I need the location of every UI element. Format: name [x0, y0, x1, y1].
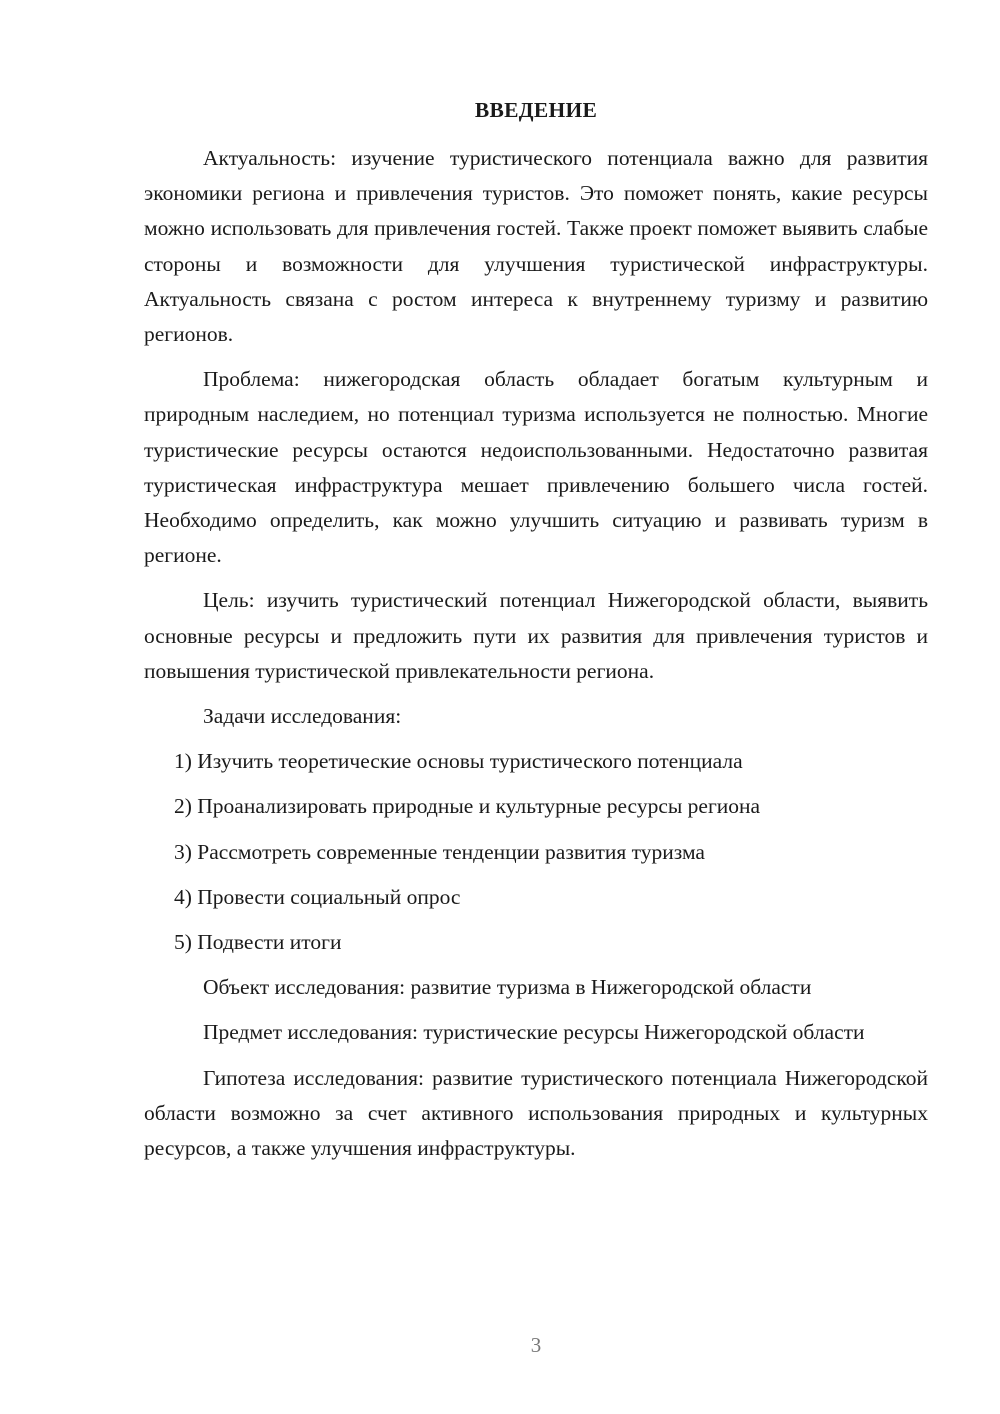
paragraph-goal: Цель: изучить туристический потенциал Нижегородской области, выявить основные ресурсы и предложить пути их развития для привлечения туристов и повышения туристической привлекательности региона. — [144, 588, 928, 683]
list-item: 2) Проанализировать природные и культурные ресурсы региона — [174, 794, 761, 819]
document-body — [144, 91, 928, 1176]
paragraph-relevance: Актуальность: изучение туристического потенциала важно для развития экономики региона и привлечения туристов. Это поможет понять, какие ресурсы можно использовать для привлечения гостей. Также проект поможет выявить слабые стороны и возможности для улучшения туристической инфраструктуры. Актуальность связана с ростом интереса к внутреннему туризму и развитию регионов. — [144, 146, 928, 347]
tasks-heading: Задачи исследования: — [203, 704, 402, 729]
page-number: 3 — [530, 1333, 542, 1357]
paragraph-hypothesis: Гипотеза исследования: развитие туристического потенциала Нижегородской области возможно за счет активного использования природных и культурных ресурсов, а также улучшения инфраструктуры. — [144, 1065, 928, 1161]
page-title: ВВЕДЕНИЕ — [474, 98, 598, 122]
list-item: 3) Рассмотреть современные тенденции развития туризма — [174, 839, 705, 864]
list-item: 5) Подвести итоги — [174, 930, 342, 955]
list-item: 1) Изучить теоретические основы туристического потенциала — [174, 749, 743, 774]
tasks-list — [144, 744, 928, 960]
paragraph-problem: Проблема: нижегородская область обладает богатым культурным и природным наследием, но потенциал туризма используется не полностью. Многие туристические ресурсы остаются недоиспользованными. Недостаточно развитая туристическая инфраструктура мешает привлечению большего числа гостей. Необходимо определить, как можно улучшить ситуацию и развивать туризм в регионе. — [144, 367, 928, 568]
list-item: 4) Провести социальный опрос — [174, 884, 461, 909]
paragraph-subject: Предмет исследования: туристические ресурсы Нижегородской области — [203, 1020, 865, 1045]
paragraph-object: Объект исследования: развитие туризма в Нижегородской области — [203, 975, 812, 1000]
